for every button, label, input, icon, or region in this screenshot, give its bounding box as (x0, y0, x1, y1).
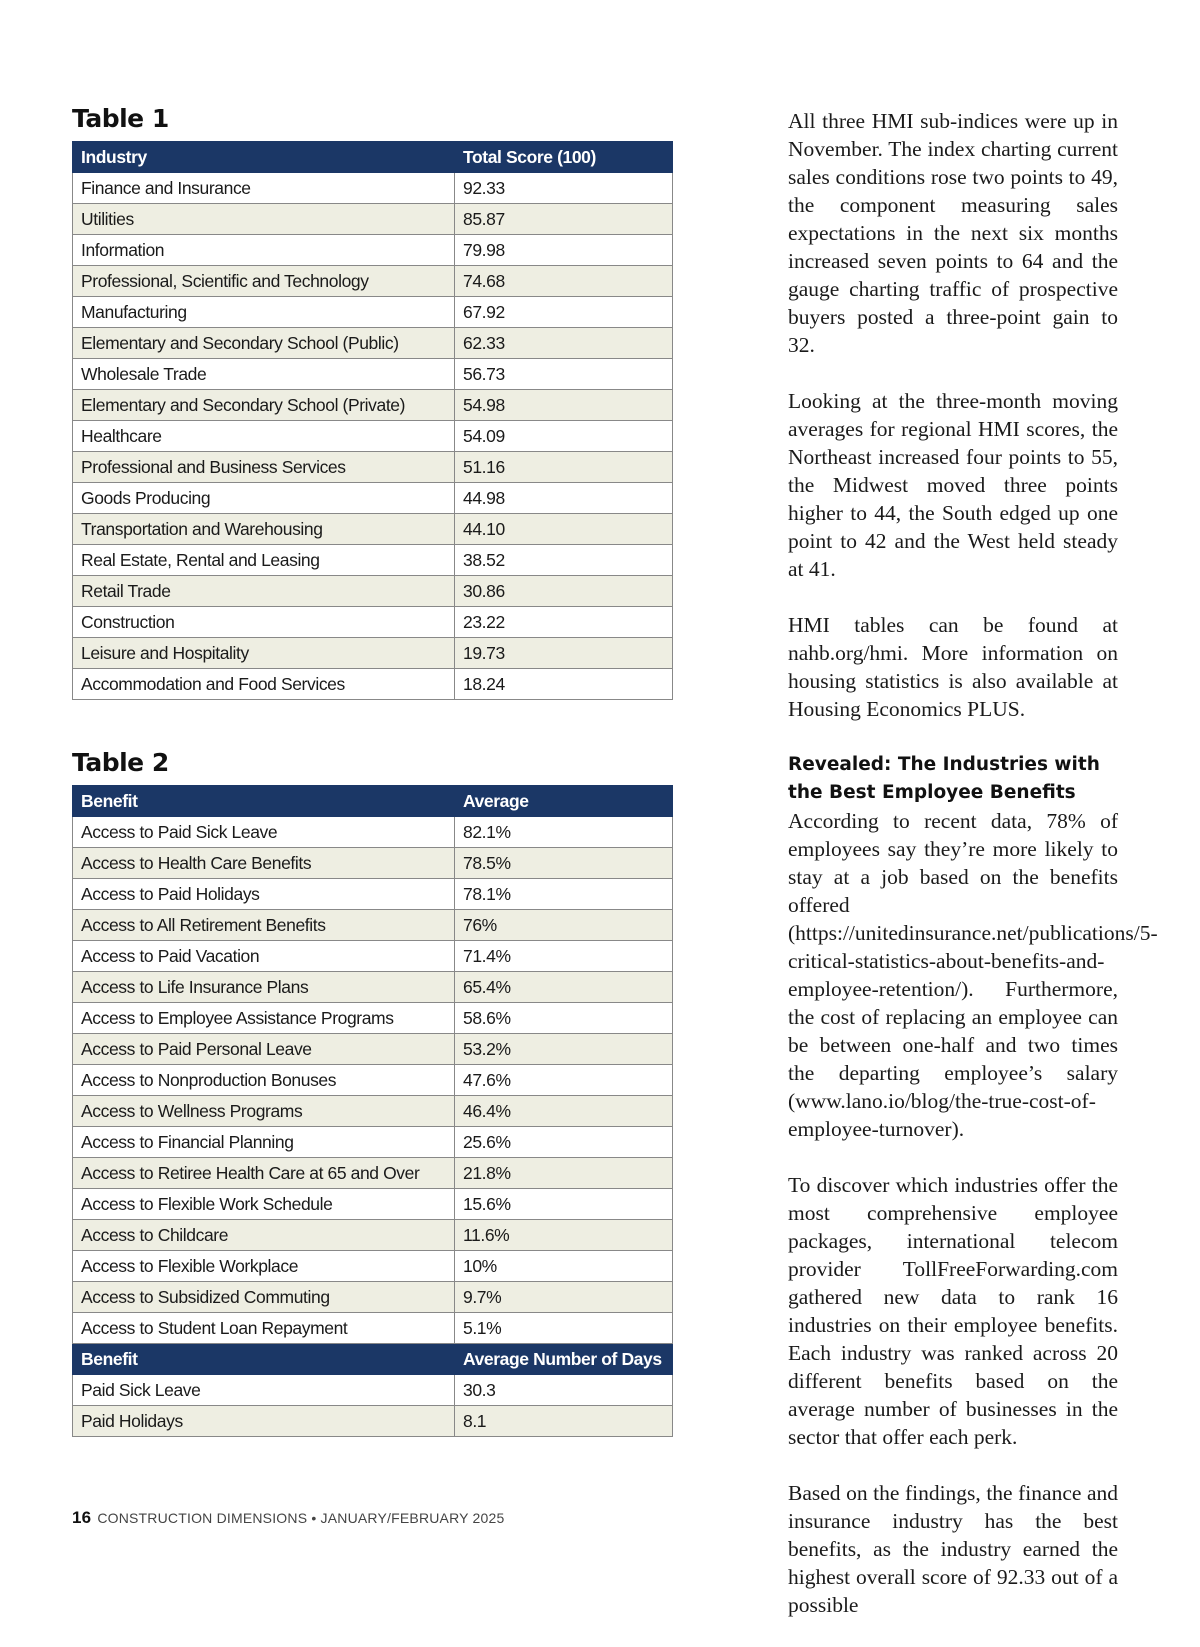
row-label-cell: Paid Sick Leave (73, 1375, 455, 1406)
table-row (73, 1220, 673, 1251)
row-label-cell: Access to Subsidized Commuting (73, 1282, 455, 1313)
table-row (73, 204, 673, 235)
value-cell: 78.5% (455, 848, 673, 879)
value-cell: 76% (455, 910, 673, 941)
table-row (73, 1065, 673, 1096)
table-row (73, 514, 673, 545)
value-cell: 21.8% (455, 1158, 673, 1189)
article-paragraph: To discover which industries offer the most comprehensive employee packages, international telecom provider TollFreeForwarding.com gathered new data to rank 16 industries on their employee benefits. Each industry was ranked across 20 different benefits based on the average number of businesses in the sector that offer each perk. (788, 1173, 1118, 1449)
table2-title: Table 2 (72, 748, 169, 777)
table-row (73, 1003, 673, 1034)
row-label-cell: Elementary and Secondary School (Public) (73, 328, 455, 359)
table-row (73, 1282, 673, 1313)
table-row (73, 848, 673, 879)
row-label-cell: Access to Paid Vacation (73, 941, 455, 972)
table-row (73, 483, 673, 514)
table-row (73, 390, 673, 421)
value-cell: 10% (455, 1251, 673, 1282)
value-cell: 8.1 (455, 1406, 673, 1437)
value-cell: 67.92 (455, 297, 673, 328)
value-cell: 44.10 (455, 514, 673, 545)
value-cell: 74.68 (455, 266, 673, 297)
row-label-cell: Access to Childcare (73, 1220, 455, 1251)
table-row (73, 359, 673, 390)
table-row (73, 545, 673, 576)
value-cell: 53.2% (455, 1034, 673, 1065)
article-paragraph: Based on the findings, the finance and insurance industry has the best benefits, as the industry earned the highest overall score of 92.33 out of a possible (788, 1481, 1118, 1617)
value-cell: 44.98 (455, 483, 673, 514)
value-cell: 58.6% (455, 1003, 673, 1034)
value-cell: 78.1% (455, 879, 673, 910)
value-cell: 62.33 (455, 328, 673, 359)
table-row (73, 421, 673, 452)
column-header: Total Score (100) (455, 142, 673, 173)
column-header: Average (455, 786, 673, 817)
value-cell: 15.6% (455, 1189, 673, 1220)
row-label-cell: Access to Paid Sick Leave (73, 817, 455, 848)
row-label-cell: Accommodation and Food Services (73, 669, 455, 700)
value-cell: 54.98 (455, 390, 673, 421)
article-paragraph: According to recent data, 78% of employees say they’re more likely to stay at a job based on the benefits offered (https://unitedinsurance.net/publications/5-critical-statistics-about-benefits-and-employee-retention/). Furthermore, the cost of replacing an employee can be between one-half and two times the departing employee’s salary (www.lano.io/blog/the-true-cost-of-employee-turnover). (788, 809, 1158, 1141)
page-number: 16 (72, 1508, 92, 1527)
row-label-cell: Access to Paid Holidays (73, 879, 455, 910)
tables-column (72, 104, 672, 1437)
value-cell: 25.6% (455, 1127, 673, 1158)
table-row (73, 910, 673, 941)
column-header: Average Number of Days (455, 1344, 673, 1375)
row-label-cell: Access to Financial Planning (73, 1127, 455, 1158)
column-header: Industry (73, 142, 455, 173)
value-cell: 18.24 (455, 669, 673, 700)
table-row (73, 1313, 673, 1344)
row-label-cell: Goods Producing (73, 483, 455, 514)
table-row (73, 972, 673, 1003)
table-row (73, 817, 673, 848)
row-label-cell: Access to Nonproduction Bonuses (73, 1065, 455, 1096)
table1-title: Table 1 (72, 104, 169, 133)
value-cell: 92.33 (455, 173, 673, 204)
row-label-cell: Access to Retiree Health Care at 65 and Over (73, 1158, 455, 1189)
value-cell: 82.1% (455, 817, 673, 848)
table-row (73, 235, 673, 266)
table-row (73, 173, 673, 204)
table-row (73, 576, 673, 607)
table-row (73, 1034, 673, 1065)
table-row (73, 1127, 673, 1158)
table-header-row (73, 786, 673, 817)
value-cell: 56.73 (455, 359, 673, 390)
row-label-cell: Access to Flexible Work Schedule (73, 1189, 455, 1220)
table-row (73, 941, 673, 972)
row-label-cell: Wholesale Trade (73, 359, 455, 390)
row-label-cell: Manufacturing (73, 297, 455, 328)
column-header: Benefit (73, 1344, 455, 1375)
value-cell: 30.86 (455, 576, 673, 607)
row-label-cell: Elementary and Secondary School (Private) (73, 390, 455, 421)
table-row (73, 266, 673, 297)
row-label-cell: Healthcare (73, 421, 455, 452)
row-label-cell: Leisure and Hospitality (73, 638, 455, 669)
table-row (73, 638, 673, 669)
article-column (788, 107, 1158, 1647)
value-cell: 9.7% (455, 1282, 673, 1313)
table-row (73, 328, 673, 359)
row-label-cell: Professional and Business Services (73, 452, 455, 483)
table-row (73, 1096, 673, 1127)
row-label-cell: Access to Employee Assistance Programs (73, 1003, 455, 1034)
page-footer (72, 1508, 504, 1528)
value-cell: 65.4% (455, 972, 673, 1003)
table-row (73, 297, 673, 328)
value-cell: 54.09 (455, 421, 673, 452)
value-cell: 19.73 (455, 638, 673, 669)
value-cell: 11.6% (455, 1220, 673, 1251)
row-label-cell: Finance and Insurance (73, 173, 455, 204)
value-cell: 38.52 (455, 545, 673, 576)
row-label-cell: Retail Trade (73, 576, 455, 607)
row-label-cell: Paid Holidays (73, 1406, 455, 1437)
row-label-cell: Real Estate, Rental and Leasing (73, 545, 455, 576)
value-cell: 47.6% (455, 1065, 673, 1096)
table-header-row (73, 1344, 673, 1375)
article-paragraph: All three HMI sub-indices were up in November. The index charting current sales conditions rose two points to 49, the component measuring sales expectations in the next six months increased seven points to 64 and the gauge charting traffic of prospective buyers posted a three-point gain to 32. (788, 109, 1118, 357)
row-label-cell: Access to Life Insurance Plans (73, 972, 455, 1003)
value-cell: 5.1% (455, 1313, 673, 1344)
value-cell: 79.98 (455, 235, 673, 266)
value-cell: 30.3 (455, 1375, 673, 1406)
row-label-cell: Construction (73, 607, 455, 638)
table-row (73, 1375, 673, 1406)
value-cell: 46.4% (455, 1096, 673, 1127)
article-paragraph: HMI tables can be found at nahb.org/hmi. More information on housing statistics is also available at Housing Economics PLUS. (788, 613, 1118, 721)
value-cell: 71.4% (455, 941, 673, 972)
row-label-cell: Access to Wellness Programs (73, 1096, 455, 1127)
row-label-cell: Access to Flexible Workplace (73, 1251, 455, 1282)
table-row (73, 669, 673, 700)
industry-score-table (72, 141, 673, 700)
table-row (73, 607, 673, 638)
row-label-cell: Access to All Retirement Benefits (73, 910, 455, 941)
value-cell: 51.16 (455, 452, 673, 483)
table-header-row (73, 142, 673, 173)
table-row (73, 1251, 673, 1282)
row-label-cell: Utilities (73, 204, 455, 235)
row-label-cell: Information (73, 235, 455, 266)
publication-info: CONSTRUCTION DIMENSIONS • JANUARY/FEBRUARY 2025 (97, 1510, 505, 1526)
benefit-average-table (72, 785, 673, 1437)
article-subheading: Revealed: The Industries with the Best Employee Benefits (788, 754, 1100, 803)
value-cell: 23.22 (455, 607, 673, 638)
table-row (73, 1158, 673, 1189)
row-label-cell: Access to Paid Personal Leave (73, 1034, 455, 1065)
row-label-cell: Access to Health Care Benefits (73, 848, 455, 879)
table-row (73, 1406, 673, 1437)
table-row (73, 879, 673, 910)
row-label-cell: Professional, Scientific and Technology (73, 266, 455, 297)
column-header: Benefit (73, 786, 455, 817)
table-row (73, 452, 673, 483)
article-paragraph: Looking at the three-month moving averages for regional HMI scores, the Northeast increased four points to 55, the Midwest moved three points higher to 44, the South edged up one point to 42 and the West held steady at 41. (788, 389, 1118, 581)
table-row (73, 1189, 673, 1220)
row-label-cell: Transportation and Warehousing (73, 514, 455, 545)
row-label-cell: Access to Student Loan Repayment (73, 1313, 455, 1344)
value-cell: 85.87 (455, 204, 673, 235)
